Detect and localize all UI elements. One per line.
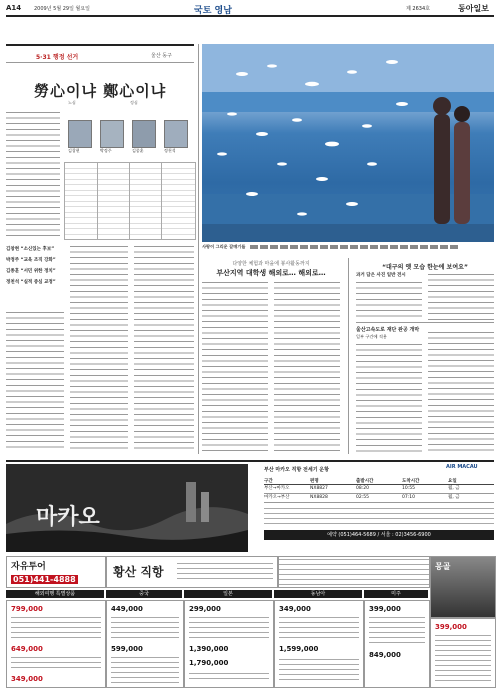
column-body-3	[134, 244, 194, 452]
listing-column	[6, 600, 106, 688]
candidate-name: 정천석	[164, 148, 176, 153]
article-body	[428, 272, 494, 320]
price: 799,000	[11, 605, 43, 613]
mongolia-title: 몽골	[435, 562, 451, 571]
price: 1,390,000	[189, 645, 229, 653]
article-divider	[356, 322, 494, 323]
headline-note-left: 노심	[68, 100, 76, 105]
issue-number: 제 2634호	[406, 6, 430, 12]
promo-banner: 황산 직항	[113, 565, 164, 579]
price: 299,000	[189, 605, 221, 613]
masthead	[6, 3, 494, 17]
candidate-name: 김종훈	[132, 148, 144, 153]
table-cell: 월, 금	[448, 495, 460, 500]
price: 399,000	[435, 623, 467, 631]
caption-title: 사랑이 그리운 갈매기들	[202, 244, 246, 249]
article-body	[202, 280, 268, 454]
candidate-photos	[64, 114, 194, 160]
price: 349,000	[279, 605, 311, 613]
reservation-contact: 예약 (051)464-5689 / 서울 : 02)3456-6900	[264, 530, 494, 540]
flight-schedule-table	[264, 478, 494, 503]
article-subtitle: 일부 구간에 적용	[356, 334, 387, 339]
date-line: 2009년 5월 29일 월요일	[34, 6, 91, 12]
article-body	[274, 280, 340, 454]
main-photo	[202, 44, 494, 242]
quote: 정천석 “실적 중심 교정”	[6, 280, 56, 285]
section-logo: 국토 영남	[194, 6, 232, 16]
agency-title: 자유투어	[11, 562, 46, 572]
price: 349,000	[11, 675, 43, 683]
table-header-cell: 출발시간	[356, 479, 374, 484]
table-row	[264, 485, 494, 494]
table-cell: 02:55	[356, 495, 369, 500]
column-separator	[198, 44, 199, 454]
table-cell: NX8828	[310, 495, 328, 500]
photo-caption	[202, 244, 494, 250]
listing-column	[184, 600, 274, 688]
table-cell: 10:55	[402, 486, 415, 491]
column-headline: 勞心이냐 鄭心이냐	[34, 82, 167, 100]
article-body	[356, 280, 422, 320]
advertisement-area	[6, 460, 494, 688]
table-cell: 08:20	[356, 486, 369, 491]
promo-box	[106, 556, 278, 588]
article-title: 부산지역 대학생 해외로… 해외로…	[216, 269, 326, 277]
article-kicker: 다양한 체험과 마을에 봉사활동까지	[232, 261, 310, 267]
column-divider	[6, 62, 194, 63]
headline-note-right: 정심	[130, 100, 138, 105]
article-subtitle: 과거 담은 사진 일반 전시	[356, 273, 406, 278]
listing-column	[106, 600, 184, 688]
price: 849,000	[369, 651, 401, 659]
page-number: A14	[6, 4, 22, 12]
table-cell: 마카오→부산	[264, 495, 290, 500]
seagulls-illustration	[202, 44, 494, 242]
quote: 김창현 “소신있는 후보”	[6, 247, 55, 252]
column-title: 5·31 행정 선거	[36, 54, 79, 61]
candidate-photo	[164, 120, 188, 148]
column-region: 울산 동구	[151, 53, 172, 59]
flight-table-header	[264, 478, 494, 485]
table-row	[264, 494, 494, 503]
promo-box	[278, 556, 430, 588]
listing-column	[364, 600, 430, 688]
candidate-photo	[100, 120, 124, 148]
quote: 박정주 “교육 조직 강화”	[6, 258, 56, 263]
table-header-cell: 도착시간	[402, 479, 420, 484]
table-cell: 07:10	[402, 495, 415, 500]
mongolia-ad	[430, 556, 496, 618]
category-band: 미주	[364, 590, 428, 598]
category-band: 일본	[184, 590, 272, 598]
macau-ad-title: 마카오	[36, 504, 100, 530]
article-body	[428, 330, 494, 454]
column-body-2	[70, 244, 128, 452]
ad-fine-print	[264, 506, 494, 526]
macau-ad-photo	[6, 464, 248, 552]
price: 649,000	[11, 645, 43, 653]
candidate-name: 김창현	[68, 148, 80, 153]
price: 599,000	[111, 645, 143, 653]
macau-ad-kicker: 부산 마카오 직항 전세기 운항	[264, 467, 329, 473]
category-band: 해외여행 특별상품	[6, 590, 104, 598]
table-cell: 월, 금	[448, 486, 460, 491]
paper-name: 동아일보	[458, 4, 489, 13]
candidate-photo	[68, 120, 92, 148]
table-header-cell: 구간	[264, 479, 273, 484]
article-separator	[348, 258, 349, 454]
price: 1,599,000	[279, 645, 319, 653]
election-column	[6, 44, 194, 454]
category-band: 동남아	[274, 590, 362, 598]
table-header-cell: 편명	[310, 479, 319, 484]
airline-brand: AIR MACAU	[446, 464, 478, 470]
quote: 김종훈 “서민 위한 정치”	[6, 269, 56, 274]
agency-box	[6, 556, 106, 588]
price: 449,000	[111, 605, 143, 613]
candidate-quotes	[6, 244, 60, 304]
table-header-cell: 요일	[448, 479, 457, 484]
column-rule	[6, 44, 194, 46]
article-title: 울산고속도로 재단 완공 개막	[356, 327, 420, 333]
candidate-photo	[132, 120, 156, 148]
candidate-name: 박정주	[100, 148, 112, 153]
listing-column	[274, 600, 364, 688]
article-body	[356, 342, 422, 454]
table-cell: NX8827	[310, 486, 328, 491]
article-title: “대구의 옛 모습 한눈에 보여요”	[382, 264, 468, 271]
price: 399,000	[369, 605, 401, 613]
column-body-1	[6, 310, 64, 452]
price: 1,790,000	[189, 659, 229, 667]
table-cell: 부산→마카오	[264, 486, 290, 491]
category-band: 중국	[106, 590, 182, 598]
listing-column	[430, 618, 496, 688]
candidate-table	[64, 162, 196, 240]
column-body-lead	[6, 110, 60, 240]
agency-phone: 051)441-4888	[13, 575, 76, 584]
